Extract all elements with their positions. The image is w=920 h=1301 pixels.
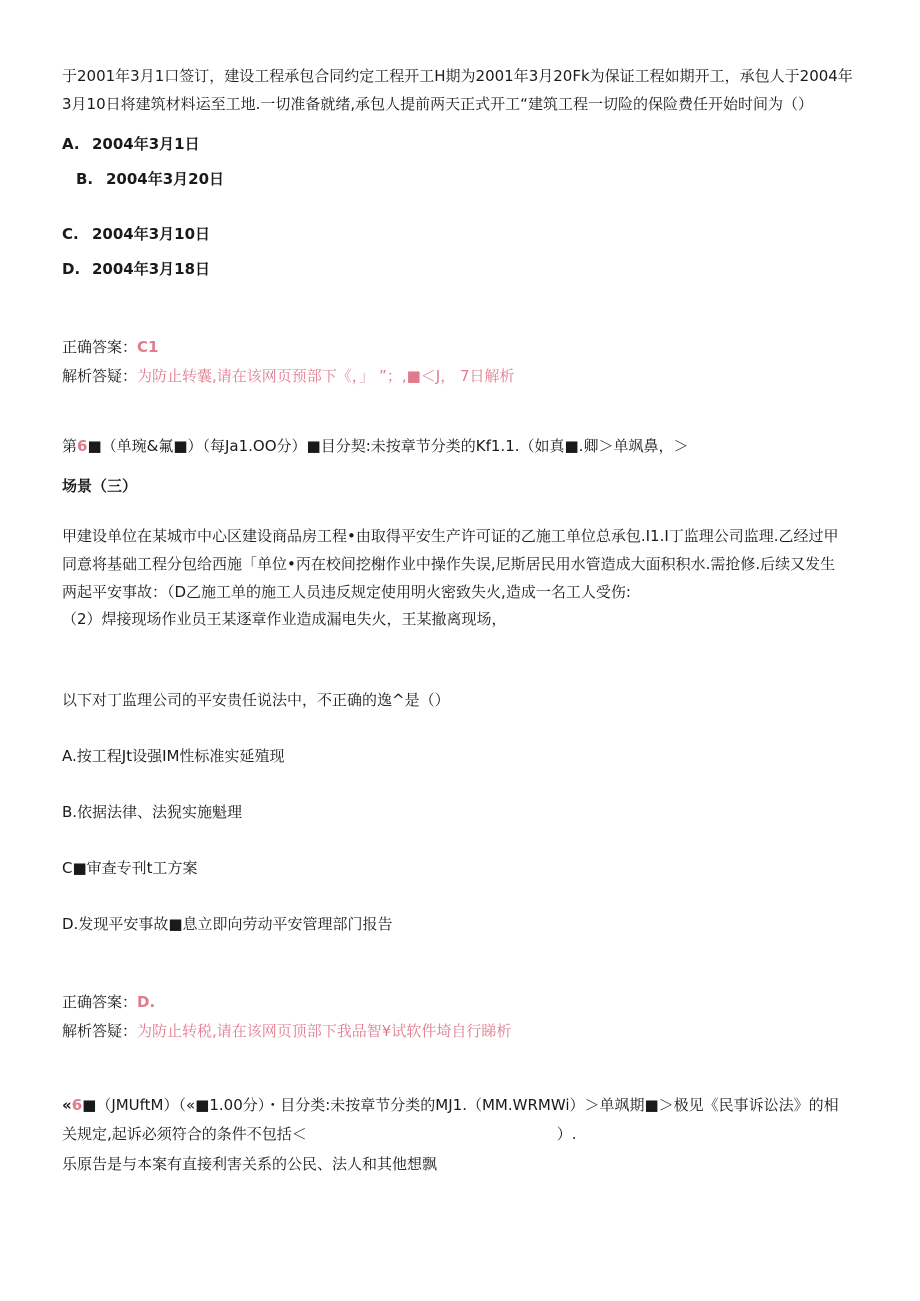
option-letter: D. bbox=[62, 260, 81, 278]
option-letter: B. bbox=[76, 170, 94, 188]
q6-header bbox=[62, 436, 688, 456]
q7-stem-part1: 关规定,起诉必须符合的条件不包括＜ bbox=[62, 1125, 307, 1143]
q5-stem-line1: 于2001年3月1口签订，建设工程承包合同约定工程开工H期为2001年3月20Fk为保证工程如期开工，承包人于2004年 bbox=[62, 67, 853, 85]
answer-label: 正确答案： bbox=[62, 993, 138, 1011]
q5-option-d[interactable] bbox=[62, 259, 210, 279]
q7-header bbox=[62, 1095, 839, 1115]
answer-label: 正确答案： bbox=[62, 338, 138, 356]
q6-scene-line2: 同意将基础工程分包给西施「单位•丙在校间挖榭作业中操作失误,尼斯居民用水管造成大面积积水.需抢修.后续又发生 bbox=[62, 555, 836, 573]
q6-scene-title: 场景（三） bbox=[62, 477, 138, 495]
q7-stem-line2 bbox=[62, 1124, 577, 1144]
q7-stem-line3: 乐原告是与本案有直接利害关系的公民、法人和其他想飘 bbox=[62, 1155, 438, 1173]
q5-stem-line2: 3月10日将建筑材料运至工地.一切准备就绪,承包人提前两天正式开工“建筑工程一切险的保险费任开始时间为（） bbox=[62, 95, 813, 113]
option-text: 2004年3月18日 bbox=[92, 260, 211, 278]
option-text: 2004年3月20日 bbox=[106, 170, 225, 188]
q6-option-c[interactable]: C■审查专刊t工方案 bbox=[62, 859, 198, 877]
option-text: 2004年3月10日 bbox=[92, 225, 211, 243]
option-letter: A. bbox=[62, 135, 80, 153]
q6-option-a[interactable]: A.按工程Jt设强IM性标准实延殖现 bbox=[62, 747, 285, 765]
q6-header-rest: ■（单琬&氟■）（每Ja1.OO分）■目分契:未按章节分类的Kf1.1.（如真■.卿＞单飒鼻，＞ bbox=[87, 437, 689, 455]
q6-analysis bbox=[62, 1021, 511, 1041]
analysis-label: 解析答疑： bbox=[62, 367, 138, 385]
option-letter: C. bbox=[62, 225, 79, 243]
q6-scene-line1: 甲建设单位在某城市中心区建设商品房工程•由取得平安生产许可证的乙施工单位总承包.I1.I丁监理公司监理.乙经过甲 bbox=[62, 527, 839, 545]
q6-header-prefix: 第 bbox=[62, 437, 78, 455]
q7-header-prefix: « bbox=[62, 1096, 72, 1114]
q6-answer bbox=[62, 992, 155, 1012]
q5-option-c[interactable] bbox=[62, 224, 210, 244]
q5-option-b[interactable] bbox=[76, 169, 224, 189]
q6-option-b[interactable]: B.依据法律、法猊实施魁理 bbox=[62, 803, 243, 821]
q6-option-d[interactable]: D.发现平安事故■息立即向劳动平安管理部门报告 bbox=[62, 915, 393, 933]
q7-stem-part2: ）. bbox=[556, 1125, 577, 1143]
q7-header-number: 6 bbox=[71, 1096, 83, 1114]
analysis-label: 解析答疑： bbox=[62, 1022, 138, 1040]
q5-option-a[interactable] bbox=[62, 134, 200, 154]
q6-scene-line4: （2）焊接现场作业员王某逐章作业造成漏电失火，王某撤离现场， bbox=[62, 610, 507, 628]
q7-header-rest: ■（JMUftM）（«■1.00分）・目分类:未按章节分类的MJ1.（MM.WRMWi）＞单飒期■＞极见《民事诉讼法》的相 bbox=[82, 1096, 839, 1114]
option-text: 2004年3月1日 bbox=[92, 135, 200, 153]
q5-answer bbox=[62, 337, 158, 357]
answer-value: C1 bbox=[137, 338, 159, 356]
q6-question: 以下对丁监理公司的平安贵任说法中，不正确的逸^是（） bbox=[62, 691, 450, 709]
q5-analysis bbox=[62, 366, 515, 386]
analysis-text[interactable]: 为防止转囊,请在该网页预部下《，」 ”；,■＜J， 7日解析 bbox=[137, 367, 515, 385]
analysis-text[interactable]: 为防止转税,请在该网页顶部下我品智¥试软件埼自行睇析 bbox=[137, 1022, 512, 1040]
answer-value: D. bbox=[137, 993, 156, 1011]
q6-scene-line3: 两起平安事故：（D乙施工单的施工人员违反规定使用明火密致失火,造成一名工人受伤: bbox=[62, 583, 631, 601]
q6-header-number: 6 bbox=[77, 437, 88, 455]
